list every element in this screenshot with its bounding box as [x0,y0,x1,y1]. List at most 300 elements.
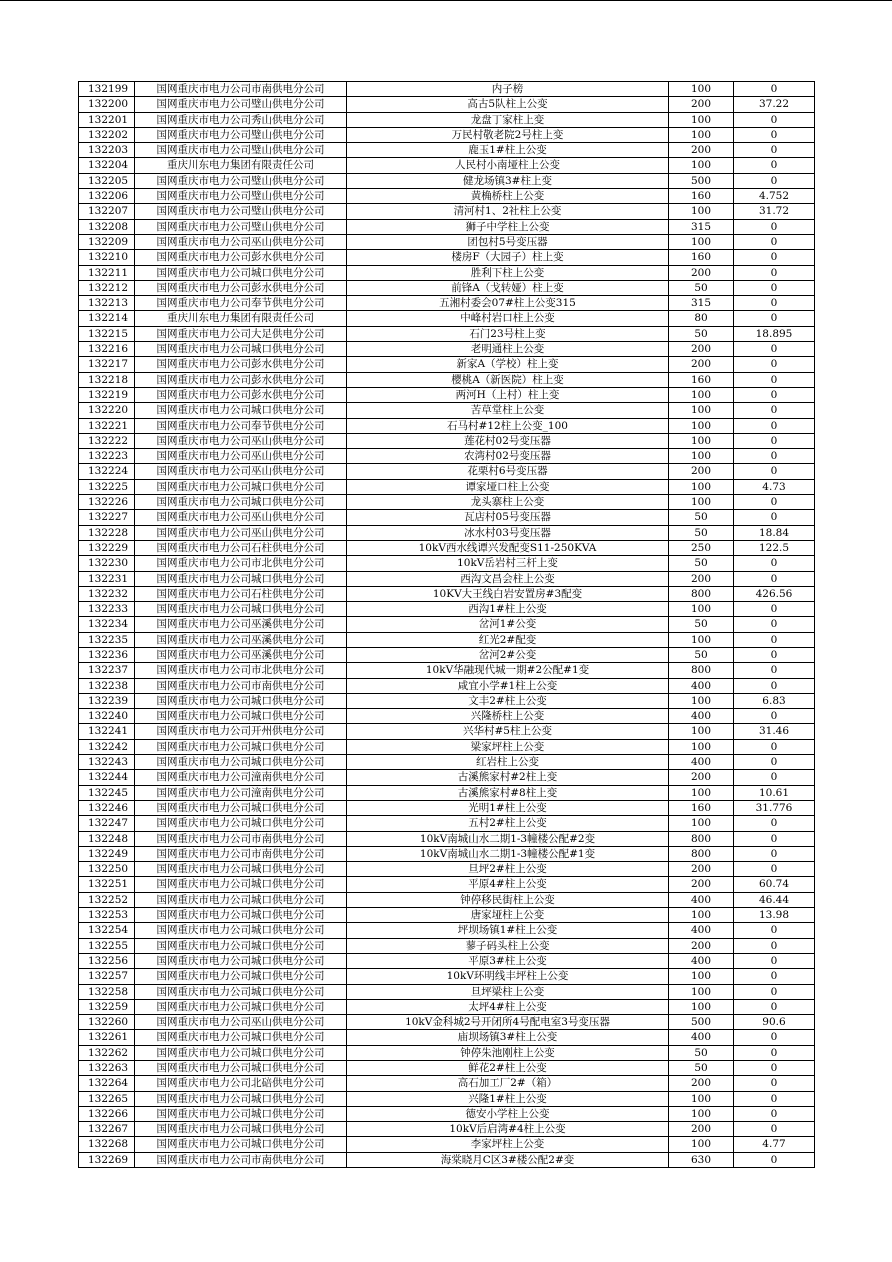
value-cell: 0 [734,1152,815,1167]
capacity-cell: 400 [669,953,734,968]
transformer-name-cell: 10kV环明线丰坪柱上公变 [347,969,669,984]
company-cell: 国网重庆市电力公司巫山供电分公司 [135,525,347,540]
capacity-cell: 100 [669,495,734,510]
table-row [79,357,815,372]
company-cell: 国网重庆市电力公司城口供电分公司 [135,709,347,724]
company-cell: 国网重庆市电力公司城口供电分公司 [135,1061,347,1076]
capacity-cell: 400 [669,755,734,770]
company-cell: 国网重庆市电力公司彭水供电分公司 [135,280,347,295]
table-row [79,862,815,877]
capacity-cell: 100 [669,816,734,831]
transformer-name-cell: 红岩柱上公变 [347,755,669,770]
company-cell: 国网重庆市电力公司城口供电分公司 [135,571,347,586]
transformer-name-cell: 岔河2#公变 [347,647,669,662]
row-id-cell: 132234 [79,617,135,632]
company-cell: 国网重庆市电力公司城口供电分公司 [135,479,347,494]
capacity-cell: 200 [669,143,734,158]
row-id-cell: 132265 [79,1091,135,1106]
company-cell: 国网重庆市电力公司城口供电分公司 [135,1030,347,1045]
capacity-cell: 315 [669,296,734,311]
table-row [79,571,815,586]
company-cell: 国网重庆市电力公司秀山供电分公司 [135,112,347,127]
table-row [79,510,815,525]
company-cell: 国网重庆市电力公司城口供电分公司 [135,693,347,708]
table-row [79,495,815,510]
transformer-name-cell: 旦坪2#柱上公变 [347,862,669,877]
company-cell: 国网重庆市电力公司北碚供电分公司 [135,1076,347,1091]
capacity-cell: 400 [669,1030,734,1045]
value-cell: 0 [734,495,815,510]
row-id-cell: 132232 [79,586,135,601]
company-cell: 国网重庆市电力公司彭水供电分公司 [135,250,347,265]
company-cell: 国网重庆市电力公司璧山供电分公司 [135,173,347,188]
capacity-cell: 50 [669,1061,734,1076]
transformer-name-cell: 平原4#柱上公变 [347,877,669,892]
table-row [79,1122,815,1137]
transformer-name-cell: 蓼子码头柱上公变 [347,938,669,953]
row-id-cell: 132203 [79,143,135,158]
value-cell: 0 [734,556,815,571]
table-row [79,556,815,571]
row-id-cell: 132242 [79,739,135,754]
value-cell: 0 [734,984,815,999]
transformer-name-cell: 瓦店村05号变压器 [347,510,669,525]
company-cell: 国网重庆市电力公司巫溪供电分公司 [135,632,347,647]
capacity-cell: 100 [669,403,734,418]
capacity-cell: 100 [669,449,734,464]
transformer-name-cell: 红光2#配变 [347,632,669,647]
table-row [79,1045,815,1060]
row-id-cell: 132219 [79,387,135,402]
table-row [79,265,815,280]
row-id-cell: 132268 [79,1137,135,1152]
value-cell: 0 [734,923,815,938]
value-cell: 0 [734,632,815,647]
row-id-cell: 132220 [79,403,135,418]
value-cell: 0 [734,112,815,127]
company-cell: 国网重庆市电力公司市南供电分公司 [135,831,347,846]
value-cell: 0 [734,510,815,525]
value-cell: 0 [734,143,815,158]
row-id-cell: 132238 [79,678,135,693]
value-cell: 0 [734,82,815,97]
capacity-cell: 200 [669,938,734,953]
table-row [79,342,815,357]
row-id-cell: 132229 [79,540,135,555]
capacity-cell: 200 [669,1076,734,1091]
row-id-cell: 132217 [79,357,135,372]
row-id-cell: 132208 [79,219,135,234]
company-cell: 重庆川东电力集团有限责任公司 [135,311,347,326]
transformer-name-cell: 平原3#柱上公变 [347,953,669,968]
capacity-cell: 160 [669,372,734,387]
capacity-cell: 100 [669,433,734,448]
transformer-name-cell: 光明1#柱上公变 [347,800,669,815]
company-cell: 国网重庆市电力公司石柱供电分公司 [135,586,347,601]
row-id-cell: 132239 [79,693,135,708]
company-cell: 国网重庆市电力公司巫山供电分公司 [135,464,347,479]
capacity-cell: 100 [669,739,734,754]
company-cell: 国网重庆市电力公司市北供电分公司 [135,556,347,571]
value-cell: 0 [734,647,815,662]
capacity-cell: 200 [669,265,734,280]
capacity-cell: 400 [669,709,734,724]
value-cell: 37.22 [734,97,815,112]
company-cell: 国网重庆市电力公司璧山供电分公司 [135,143,347,158]
table-row [79,923,815,938]
transformer-name-cell: 内子榜 [347,82,669,97]
capacity-cell: 160 [669,250,734,265]
transformer-name-cell: 石门23号柱上变 [347,326,669,341]
transformer-name-cell: 清河村1、2社柱上公变 [347,204,669,219]
capacity-cell: 100 [669,418,734,433]
company-cell: 国网重庆市电力公司彭水供电分公司 [135,357,347,372]
table-row [79,999,815,1014]
transformer-name-cell: 胜利下柱上公变 [347,265,669,280]
table-row [79,693,815,708]
value-cell: 31.776 [734,800,815,815]
value-cell: 0 [734,219,815,234]
table-row [79,311,815,326]
row-id-cell: 132240 [79,709,135,724]
value-cell: 0 [734,449,815,464]
transformer-name-cell: 龙头寨柱上公变 [347,495,669,510]
row-id-cell: 132258 [79,984,135,999]
company-cell: 国网重庆市电力公司巫山供电分公司 [135,449,347,464]
row-id-cell: 132207 [79,204,135,219]
transformer-name-cell: 万民村敬老院2号柱上变 [347,127,669,142]
company-cell: 国网重庆市电力公司璧山供电分公司 [135,219,347,234]
capacity-cell: 100 [669,785,734,800]
table-row [79,724,815,739]
transformer-name-cell: 花栗村6号变压器 [347,464,669,479]
transformer-name-cell: 莲花村02号变压器 [347,433,669,448]
capacity-cell: 200 [669,464,734,479]
transformer-name-cell: 石马村#12柱上公变_100 [347,418,669,433]
value-cell: 0 [734,571,815,586]
row-id-cell: 132224 [79,464,135,479]
transformer-name-cell: 五湘村委会07#柱上公变315 [347,296,669,311]
transformer-name-cell: 兴华村#5柱上公变 [347,724,669,739]
transformer-name-cell: 冰水村03号变压器 [347,525,669,540]
transformer-name-cell: 钟停移民街柱上公变 [347,892,669,907]
table-row [79,387,815,402]
row-id-cell: 132269 [79,1152,135,1167]
value-cell: 0 [734,1061,815,1076]
company-cell: 国网重庆市电力公司城口供电分公司 [135,892,347,907]
capacity-cell: 100 [669,693,734,708]
value-cell: 0 [734,755,815,770]
value-cell: 0 [734,296,815,311]
value-cell: 4.77 [734,1137,815,1152]
capacity-cell: 100 [669,158,734,173]
row-id-cell: 132233 [79,602,135,617]
table-row [79,739,815,754]
row-id-cell: 132248 [79,831,135,846]
value-cell: 0 [734,372,815,387]
row-id-cell: 132254 [79,923,135,938]
value-cell: 4.73 [734,479,815,494]
value-cell: 46.44 [734,892,815,907]
capacity-cell: 100 [669,984,734,999]
capacity-cell: 50 [669,617,734,632]
transformer-name-cell: 谭家垭口柱上公变 [347,479,669,494]
value-cell: 0 [734,158,815,173]
row-id-cell: 132213 [79,296,135,311]
value-cell: 0 [734,127,815,142]
value-cell: 0 [734,1106,815,1121]
value-cell: 60.74 [734,877,815,892]
row-id-cell: 132264 [79,1076,135,1091]
table-row [79,908,815,923]
table-row [79,938,815,953]
company-cell: 国网重庆市电力公司潼南供电分公司 [135,770,347,785]
company-cell: 国网重庆市电力公司城口供电分公司 [135,923,347,938]
capacity-cell: 100 [669,632,734,647]
value-cell: 0 [734,433,815,448]
company-cell: 国网重庆市电力公司城口供电分公司 [135,342,347,357]
transformer-name-cell: 兴隆1#柱上公变 [347,1091,669,1106]
capacity-cell: 100 [669,969,734,984]
table-row [79,219,815,234]
row-id-cell: 132227 [79,510,135,525]
value-cell: 0 [734,387,815,402]
table-row [79,173,815,188]
table-row [79,586,815,601]
row-id-cell: 132226 [79,495,135,510]
company-cell: 国网重庆市电力公司城口供电分公司 [135,403,347,418]
capacity-cell: 500 [669,1015,734,1030]
table-row [79,953,815,968]
value-cell: 0 [734,1122,815,1137]
transformer-name-cell: 古溪熊家村#2柱上变 [347,770,669,785]
transformer-name-cell: 文丰2#柱上公变 [347,693,669,708]
capacity-cell: 100 [669,204,734,219]
top-border-line [0,0,892,1]
company-cell: 国网重庆市电力公司市北供电分公司 [135,663,347,678]
transformer-name-cell: 西沟1#柱上公变 [347,602,669,617]
table-row [79,112,815,127]
value-cell: 0 [734,234,815,249]
company-cell: 国网重庆市电力公司市南供电分公司 [135,1152,347,1167]
capacity-cell: 100 [669,602,734,617]
table-row [79,296,815,311]
row-id-cell: 132205 [79,173,135,188]
capacity-cell: 400 [669,678,734,693]
table-row [79,831,815,846]
transformer-name-cell: 农湾村02号变压器 [347,449,669,464]
company-cell: 国网重庆市电力公司巫溪供电分公司 [135,647,347,662]
row-id-cell: 132243 [79,755,135,770]
capacity-cell: 200 [669,877,734,892]
row-id-cell: 132199 [79,82,135,97]
capacity-cell: 100 [669,1091,734,1106]
transformer-name-cell: 高古5队柱上公变 [347,97,669,112]
value-cell: 0 [734,617,815,632]
capacity-cell: 315 [669,219,734,234]
company-cell: 国网重庆市电力公司城口供电分公司 [135,999,347,1014]
capacity-cell: 100 [669,127,734,142]
table-row [79,540,815,555]
table-row [79,97,815,112]
company-cell: 国网重庆市电力公司城口供电分公司 [135,755,347,770]
company-cell: 国网重庆市电力公司市南供电分公司 [135,82,347,97]
capacity-cell: 50 [669,326,734,341]
table-row [79,189,815,204]
value-cell: 0 [734,173,815,188]
row-id-cell: 132251 [79,877,135,892]
company-cell: 国网重庆市电力公司城口供电分公司 [135,495,347,510]
value-cell: 6.83 [734,693,815,708]
capacity-cell: 800 [669,663,734,678]
row-id-cell: 132261 [79,1030,135,1045]
transformer-name-cell: 健龙场镇3#柱上变 [347,173,669,188]
company-cell: 国网重庆市电力公司城口供电分公司 [135,908,347,923]
transformer-name-cell: 德安小学柱上公变 [347,1106,669,1121]
row-id-cell: 132209 [79,234,135,249]
transformer-name-cell: 海棠晓月C区3#楼公配2#变 [347,1152,669,1167]
value-cell: 10.61 [734,785,815,800]
row-id-cell: 132222 [79,433,135,448]
table-row [79,479,815,494]
capacity-cell: 800 [669,586,734,601]
value-cell: 0 [734,1091,815,1106]
company-cell: 国网重庆市电力公司彭水供电分公司 [135,372,347,387]
company-cell: 国网重庆市电力公司璧山供电分公司 [135,97,347,112]
table-row [79,877,815,892]
transformer-name-cell: 李家坪柱上公变 [347,1137,669,1152]
table-row [79,143,815,158]
row-id-cell: 132249 [79,846,135,861]
table-row [79,326,815,341]
table-row [79,846,815,861]
value-cell: 0 [734,265,815,280]
capacity-cell: 50 [669,556,734,571]
capacity-cell: 100 [669,1106,734,1121]
company-cell: 国网重庆市电力公司城口供电分公司 [135,938,347,953]
company-cell: 国网重庆市电力公司巫溪供电分公司 [135,617,347,632]
transformer-name-cell: 10kV华融现代城一期#2公配#1变 [347,663,669,678]
row-id-cell: 132246 [79,800,135,815]
capacity-cell: 160 [669,189,734,204]
company-cell: 国网重庆市电力公司璧山供电分公司 [135,127,347,142]
company-cell: 国网重庆市电力公司城口供电分公司 [135,1137,347,1152]
capacity-cell: 200 [669,571,734,586]
transformer-name-cell: 龙盘丁家柱上变 [347,112,669,127]
row-id-cell: 132247 [79,816,135,831]
capacity-cell: 50 [669,525,734,540]
capacity-cell: 200 [669,770,734,785]
row-id-cell: 132255 [79,938,135,953]
capacity-cell: 50 [669,647,734,662]
capacity-cell: 200 [669,342,734,357]
transformer-name-cell: 团包村5号变压器 [347,234,669,249]
table-row [79,678,815,693]
company-cell: 国网重庆市电力公司石柱供电分公司 [135,540,347,555]
value-cell: 0 [734,250,815,265]
capacity-cell: 800 [669,846,734,861]
row-id-cell: 132237 [79,663,135,678]
value-cell: 0 [734,999,815,1014]
row-id-cell: 132260 [79,1015,135,1030]
company-cell: 国网重庆市电力公司城口供电分公司 [135,739,347,754]
capacity-cell: 800 [669,831,734,846]
table-row [79,1076,815,1091]
company-cell: 国网重庆市电力公司城口供电分公司 [135,602,347,617]
transformer-name-cell: 新家A（学校）柱上变 [347,357,669,372]
capacity-cell: 200 [669,1122,734,1137]
table-row [79,816,815,831]
row-id-cell: 132211 [79,265,135,280]
row-id-cell: 132259 [79,999,135,1014]
transformer-name-cell: 中峰村岩口柱上公变 [347,311,669,326]
row-id-cell: 132235 [79,632,135,647]
table-row [79,234,815,249]
value-cell: 0 [734,938,815,953]
table-row [79,647,815,662]
company-cell: 国网重庆市电力公司城口供电分公司 [135,800,347,815]
transformer-name-cell: 两河H（上村）柱上变 [347,387,669,402]
table-row [79,984,815,999]
company-cell: 国网重庆市电力公司城口供电分公司 [135,953,347,968]
capacity-cell: 160 [669,800,734,815]
transformer-name-cell: 鲜花2#柱上公变 [347,1061,669,1076]
company-cell: 国网重庆市电力公司城口供电分公司 [135,1106,347,1121]
value-cell: 0 [734,418,815,433]
row-id-cell: 132212 [79,280,135,295]
transformer-name-cell: 古溪熊家村#8柱上变 [347,785,669,800]
table-row [79,1015,815,1030]
table-row [79,800,815,815]
table-row [79,1091,815,1106]
capacity-cell: 400 [669,892,734,907]
row-id-cell: 132221 [79,418,135,433]
row-id-cell: 132204 [79,158,135,173]
capacity-cell: 100 [669,1137,734,1152]
transformer-name-cell: 老明通柱上公变 [347,342,669,357]
transformer-name-cell: 咸宜小学#1柱上公变 [347,678,669,693]
company-cell: 国网重庆市电力公司城口供电分公司 [135,984,347,999]
table-row [79,250,815,265]
transformer-name-cell: 10kV南城山水二期1-3幢楼公配#1变 [347,846,669,861]
capacity-cell: 50 [669,1045,734,1060]
value-cell: 0 [734,403,815,418]
table-row [79,403,815,418]
capacity-cell: 200 [669,97,734,112]
table-row [79,82,815,97]
table-row [79,127,815,142]
value-cell: 0 [734,663,815,678]
row-id-cell: 132244 [79,770,135,785]
value-cell: 0 [734,816,815,831]
company-cell: 国网重庆市电力公司璧山供电分公司 [135,204,347,219]
table-row [79,1061,815,1076]
value-cell: 0 [734,1045,815,1060]
capacity-cell: 630 [669,1152,734,1167]
table-row [79,785,815,800]
table-body [79,82,815,1168]
table-row [79,617,815,632]
transformer-name-cell: 梁家坪柱上公变 [347,739,669,754]
value-cell: 0 [734,1076,815,1091]
capacity-cell: 80 [669,311,734,326]
transformer-name-cell: 高石加工厂2#（箱） [347,1076,669,1091]
company-cell: 国网重庆市电力公司城口供电分公司 [135,1122,347,1137]
capacity-cell: 100 [669,82,734,97]
company-cell: 国网重庆市电力公司城口供电分公司 [135,862,347,877]
transformer-name-cell: 西沟文昌会柱上公变 [347,571,669,586]
transformer-name-cell: 五村2#柱上公变 [347,816,669,831]
